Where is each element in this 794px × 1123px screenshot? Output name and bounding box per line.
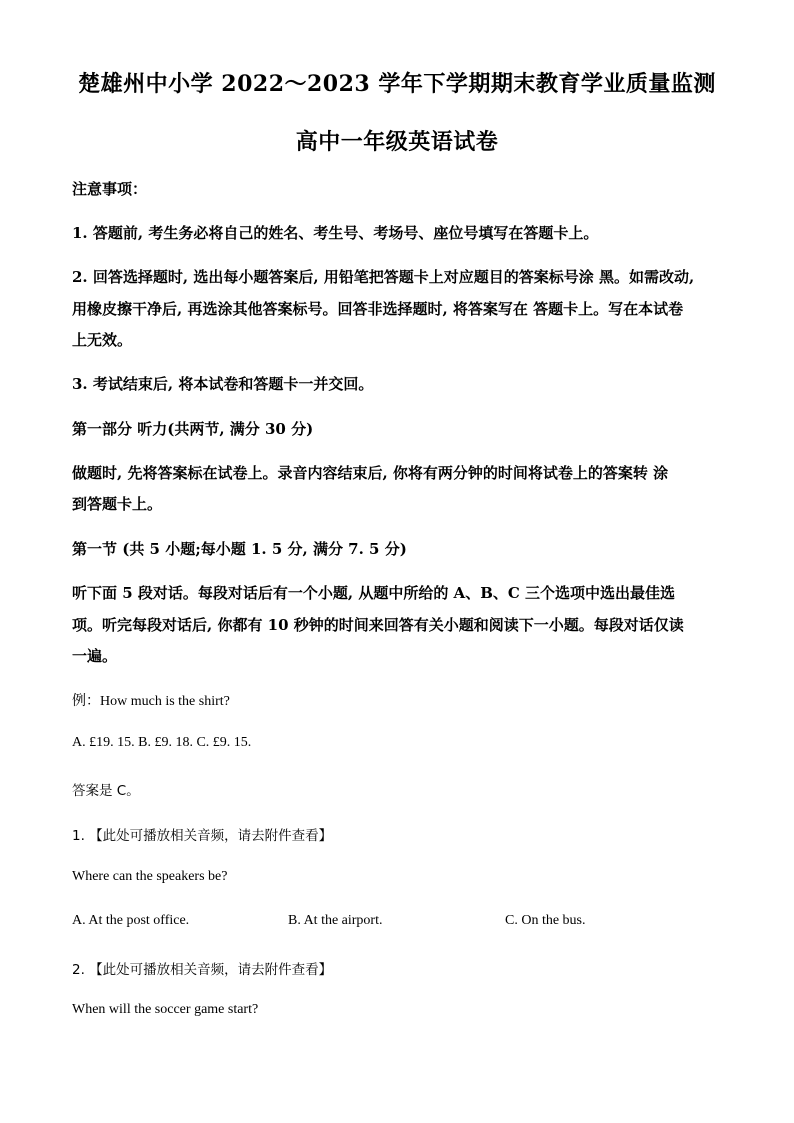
notice-item-2-line-2: 用橡皮擦干净后, 再选涂其他答案标号。回答非选择题时, 将答案写在 答题卡上。写在本试卷 (72, 300, 684, 318)
notice-item-2-line-3: 上无效。 (72, 331, 133, 349)
part1-instruction-line-1: 做题时, 先将答案标在试卷上。录音内容结束后, 你将有两分钟的时间将试卷上的答案转 涂 (72, 464, 669, 482)
part1-instruction-line-2: 到答题卡上。 (72, 495, 163, 513)
section1-instruction-line-1: 听下面 5 段对话。每段对话后有一个小题, 从题中所给的 A、B、C 三个选项中选出最佳选 (72, 584, 676, 602)
notice-heading: 注意事项： (72, 180, 148, 198)
section1-instruction-line-3: 一遍。 (72, 647, 118, 665)
question-1-option-b: B. At the airport. (288, 913, 383, 928)
question-1-audio-note: 1. 【此处可播放相关音频，请去附件查看】 (72, 828, 333, 844)
notice-item-3: 3. 考试结束后, 将本试卷和答题卡一并交回。 (72, 375, 374, 393)
exam-title: 楚雄州中小学 2022～2023 学年下学期期末教育学业质量监测 (78, 71, 716, 97)
question-2-stem: When will the soccer game start? (72, 1002, 259, 1017)
question-2-audio-note: 2. 【此处可播放相关音频，请去附件查看】 (72, 962, 333, 978)
section1-heading: 第一节 (共 5 小题;每小题 1. 5 分, 满分 7. 5 分) (72, 540, 407, 558)
question-1-option-a: A. At the post office. (72, 913, 190, 928)
question-1-stem: Where can the speakers be? (72, 869, 228, 884)
question-1-option-c: C. On the bus. (505, 913, 586, 928)
section1-instruction-line-2: 项。听完每段对话后, 你都有 10 秒钟的时间来回答有关小题和阅读下一小题。每段对话仅读 (72, 616, 684, 634)
example-answer: 答案是 C。 (72, 783, 140, 799)
notice-item-1: 1. 答题前, 考生务必将自己的姓名、考生号、考场号、座位号填写在答题卡上。 (72, 224, 599, 242)
part1-heading: 第一部分 听力(共两节, 满分 30 分) (72, 420, 314, 438)
example-question: 例：How much is the shirt? (72, 694, 230, 709)
exam-subtitle: 高中一年级英语试卷 (295, 129, 499, 155)
example-options: A. £19. 15. B. £9. 18. C. £9. 15. (72, 735, 252, 750)
notice-item-2-line-1: 2. 回答选择题时, 选出每小题答案后, 用铅笔把答题卡上对应题目的答案标号涂 黑。如需改动, (72, 268, 695, 286)
